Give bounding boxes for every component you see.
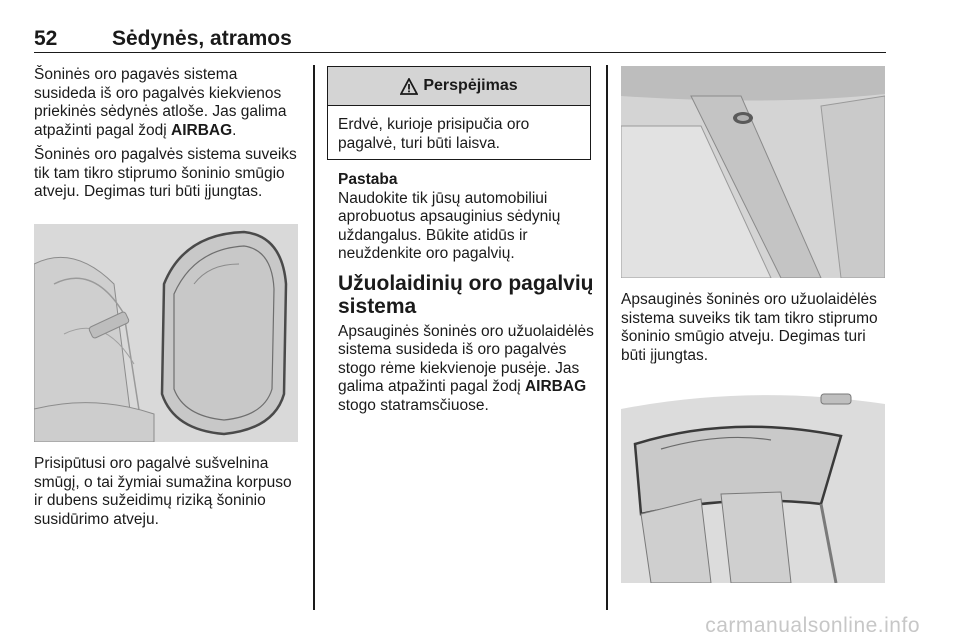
page-number: 52 [34,27,58,50]
page-title: Sėdynės, atramos [112,27,292,50]
section-heading-curtain-airbag: Užuolaidinių oro pagalvių sistema [338,271,594,318]
warning-text: Erdvė, kurioje prisipučia oro pagalvė, turi būti laisva. [338,116,530,152]
curtain-airbag-illustration [621,374,885,583]
roof-pillar-airbag-illustration [621,66,885,278]
watermark: carmanualsonline.info [705,614,920,637]
column-1-bottom [34,455,300,535]
airbag-keyword: AIRBAG [171,121,233,139]
column-divider-right [606,65,608,610]
note-text: Naudokite tik jūsų automobiliui aprobuotus apsauginius sėdynių uždangalus. Būkite atidūs ir neuždenkite oro pagalvių. [338,189,561,262]
paragraph-side-airbag-intro: Šoninės oro pagavės sistema susideda iš oro pagalvės kiekvienos priekinės sėdynės atloše. Jas galima atpažinti pagal žodį AIRBAG. [34,66,287,139]
warning-triangle-icon [400,78,418,95]
paragraph-airbag-benefit: Prisipūtusi oro pagalvė sušvelnina smūgį, o tai žymiai sumažina korpuso ir dubens sužeidimų riziką šoninio susidūrimo atveju. [34,455,292,528]
column-divider-left [313,65,315,610]
page-header [34,24,886,53]
warning-box [327,66,591,160]
warning-header [328,67,590,106]
column-2-text [338,171,596,421]
paragraph-side-airbag-trigger: Šoninės oro pagalvės sistema suveiks tik tam tikro stiprumo šoninio smūgio atveju. Degimas turi būti įjungtas. [34,146,297,200]
note-title: Pastaba [338,171,398,188]
airbag-keyword-2: AIRBAG [524,378,587,395]
column-3-text [621,291,889,371]
seat-airbag-illustration [34,224,298,442]
paragraph-curtain-airbag-intro: Apsauginės šoninės oro užuolaidėlės sistema susideda iš oro pagalvės stogo rėme kiekvienoje pusėje. Jas galima atpažinti pagal žodį AIRBAG stogo statramsčiuose. [338,322,594,414]
paragraph-curtain-airbag-trigger: Apsauginės šoninės oro užuolaidėlės sistema suveiks tik tam tikro stiprumo šoninio smūgio atveju. Degimas turi būti įjungtas. [621,291,878,364]
warning-title: Perspėjimas [423,77,518,94]
column-1-top [34,66,300,208]
